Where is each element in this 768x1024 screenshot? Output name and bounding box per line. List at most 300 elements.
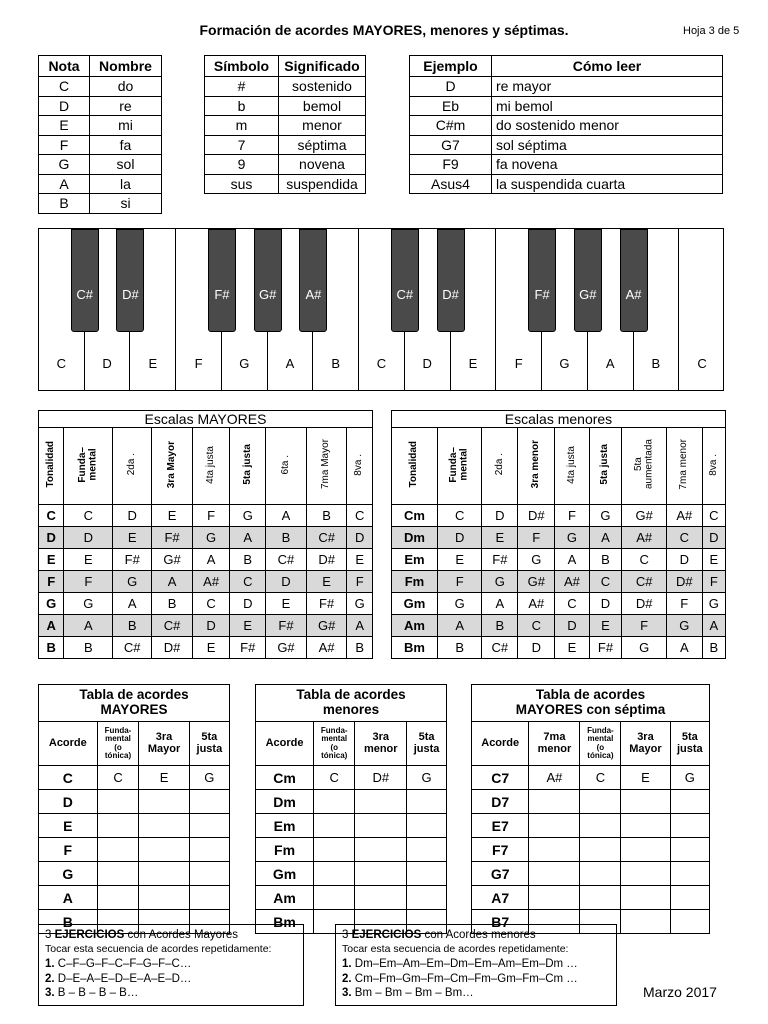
table-cell: D [347,527,373,549]
table-row [39,790,230,814]
table-cell [529,814,580,838]
table-cell: C [347,505,373,527]
table-cell [314,814,355,838]
table-cell [314,886,355,910]
table-cell: C# [113,637,152,659]
table-cell: G [482,571,518,593]
table-row [39,886,230,910]
table-cell [314,838,355,862]
white-key-label: A [285,356,295,371]
white-key-label: D [102,356,112,371]
row-key-cell: A [39,886,98,910]
table-cell: F [666,593,702,615]
table-cell: D [589,593,622,615]
table-cell: séptima [279,135,366,155]
row-key-cell: Fm [256,838,314,862]
table-cell: sol séptima [492,135,723,155]
table-cell: E [139,766,189,790]
table-cell: B [152,593,193,615]
column-header-label: Tonalidad [44,441,56,488]
row-key-cell: G [39,862,98,886]
table-cell: A [152,571,193,593]
table-cell: D [666,549,702,571]
row-key-cell: Bm [392,637,438,659]
table-cell: A [266,505,307,527]
table-row [39,77,162,97]
table-cell: G [702,593,725,615]
table-cell: G [622,637,667,659]
table-cell [580,814,621,838]
column-header-label: 4ta justa [204,445,216,484]
white-key-label: D [422,356,432,371]
exercise-item: 3. Bm – Bm – Bm – Bm… [342,987,474,1000]
examples-header-howto: Cómo leer [492,56,723,77]
table-row [205,96,366,116]
minor-chords-table [255,684,447,934]
table-cell: menor [279,116,366,136]
table-cell [97,838,139,862]
table-cell: F# [306,593,347,615]
column-header-label: Tonalidad [408,441,420,488]
column-header [437,428,482,505]
table-cell: C [589,571,622,593]
column-header-label: 5ta justa [599,444,611,485]
table-cell: E [347,549,373,571]
exercise-item: 2. D–E–A–E–D–E–A–E–D… [45,972,192,985]
column-header [152,428,193,505]
table-cell: C# [622,571,667,593]
row-key-cell: Fm [392,571,438,593]
table-cell: F# [482,549,518,571]
page-title: Formación de acordes MAYORES, menores y séptimas. [199,22,569,38]
notes-header-name: Nombre [90,56,162,77]
table-cell: sol [90,155,162,175]
table-row [410,174,723,194]
row-key-cell: Asus4 [410,174,492,194]
table-row [39,549,373,571]
table-row [205,77,366,97]
table-cell: C [437,505,482,527]
table-cell: A# [306,637,347,659]
white-key-label: C [697,356,707,371]
table-cell: G# [266,637,307,659]
table-cell: G [64,593,113,615]
table-cell: F [702,571,725,593]
sheet-number: Hoja 3 de 5 [683,25,740,37]
table-cell: G [192,527,229,549]
table-cell: novena [279,155,366,175]
notes-header-note: Nota [39,56,90,77]
row-key-cell: Em [256,814,314,838]
column-header: 5ta justa [189,722,229,766]
row-key-cell: A7 [472,886,529,910]
row-key-cell: C [39,77,90,97]
row-key-cell: Gm [392,593,438,615]
row-key-cell: Cm [256,766,314,790]
row-key-cell: F [39,135,90,155]
column-header-label: 8va . [707,453,719,476]
row-key-cell: F7 [472,838,529,862]
column-header: 7ma menor [529,722,580,766]
table-cell [314,862,355,886]
white-key-label: F [514,356,523,371]
table-cell: G [666,615,702,637]
row-key-cell: A [39,615,64,637]
table-cell [355,862,407,886]
black-key [620,229,648,332]
table-row [205,116,366,136]
table-cell: A# [192,571,229,593]
table-row [256,814,447,838]
black-key-label: G# [258,287,277,302]
table-row [256,886,447,910]
table-cell: A [64,615,113,637]
table-cell: A [347,615,373,637]
minor-scales-table [391,410,726,659]
table-cell: D [437,527,482,549]
row-key-cell: C7 [472,766,529,790]
table-cell: F# [589,637,622,659]
black-key [437,229,465,332]
table-cell [670,814,709,838]
table-cell [407,886,447,910]
row-key-cell: D [410,77,492,97]
table-cell: C [192,593,229,615]
table-cell [621,886,670,910]
table-cell: E [482,527,518,549]
table-cell: G# [518,571,555,593]
table-row [39,838,230,862]
table-cell: F [192,505,229,527]
table-cell: G [555,527,589,549]
table-row [472,766,710,790]
table-cell: C [580,766,621,790]
table-row [392,505,726,527]
row-key-cell: E [39,549,64,571]
table-row [392,593,726,615]
column-header-label: Funda– mental [76,446,99,483]
table-cell: E [621,766,670,790]
table-cell [529,886,580,910]
column-header: 3ra Mayor [139,722,189,766]
column-header [392,428,438,505]
row-key-cell: F9 [410,155,492,175]
table-cell: A [437,615,482,637]
column-header-label: 6ta . [279,454,291,475]
table-row [392,637,726,659]
black-key-label: D# [442,287,459,302]
major-chords-caption: Tabla de acordes MAYORES [39,685,230,722]
black-key-label: C# [76,287,94,302]
black-key-label: F# [214,287,230,302]
exercise-item: 1. C–F–G–F–C–F–G–F–C… [45,957,192,970]
table-cell: C# [306,527,347,549]
row-key-cell: F [39,571,64,593]
table-cell [529,790,580,814]
white-key-label: B [651,356,661,371]
exercise-item: 1. Dm–Em–Am–Em–Dm–Em–Am–Em–Dm … [342,957,578,970]
table-row [392,615,726,637]
table-row [256,790,447,814]
table-cell [355,838,407,862]
row-key-cell: G [39,155,90,175]
exercises-minor-box [335,924,617,1006]
table-cell: D [266,571,307,593]
seventh-chords-caption: Tabla de acordes MAYORES con séptima [472,685,710,722]
major-scales-caption: Escalas MAYORES [39,411,373,428]
table-cell [97,790,139,814]
table-row [39,593,373,615]
table-cell: B [347,637,373,659]
table-row [410,77,723,97]
row-key-cell: E [39,814,98,838]
column-header [702,428,725,505]
table-cell: C# [482,637,518,659]
table-cell [621,838,670,862]
exercises-major-title: 3 EJERCICIOS con Acordes Mayores [45,929,239,941]
table-cell [355,886,407,910]
table-cell: D# [306,549,347,571]
table-cell: A [555,549,589,571]
table-cell: D# [518,505,555,527]
table-cell: G# [306,615,347,637]
table-cell: G [230,505,266,527]
column-header-label: 7ma Mayor [320,439,332,490]
table-cell: F [555,505,589,527]
table-row [39,116,162,136]
major-chords-table [38,684,230,934]
black-key [208,229,236,332]
table-cell: A# [622,527,667,549]
table-cell: F# [113,549,152,571]
column-header: Acorde [39,722,98,766]
table-cell: A [113,593,152,615]
table-cell: F [518,527,555,549]
column-header [482,428,518,505]
table-cell: do sostenido menor [492,116,723,136]
row-key-cell: Am [256,886,314,910]
table-cell: G# [152,549,193,571]
column-header: 3ra menor [355,722,407,766]
table-cell: A# [529,766,580,790]
table-cell: G# [622,505,667,527]
column-header-label: 5ta justa [241,444,253,485]
table-cell: G [518,549,555,571]
table-cell: E [702,549,725,571]
table-row [392,527,726,549]
column-header-label: 2da . [125,453,137,476]
table-cell: bemol [279,96,366,116]
table-cell: A# [518,593,555,615]
black-key-label: D# [122,287,139,302]
white-key-label: A [605,356,615,371]
minor-chords-caption: Tabla de acordes menores [256,685,447,722]
table-cell: D [64,527,113,549]
examples-table [409,55,723,194]
table-cell: A [482,593,518,615]
row-key-cell: G [39,593,64,615]
table-cell: E [64,549,113,571]
table-row [472,886,710,910]
table-cell: C# [152,615,193,637]
row-key-cell: D [39,790,98,814]
table-cell [189,790,229,814]
table-cell [407,814,447,838]
table-cell [407,790,447,814]
row-key-cell: C [39,766,98,790]
table-row [410,135,723,155]
table-cell [407,838,447,862]
page-date: Marzo 2017 [643,984,717,1000]
table-cell: D [113,505,152,527]
black-key [528,229,556,332]
seventh-chords-table [471,684,710,934]
table-cell [139,814,189,838]
black-key-label: F# [534,287,550,302]
table-row [39,527,373,549]
row-key-cell: Am [392,615,438,637]
table-row [39,96,162,116]
white-key-label: G [239,356,250,371]
table-cell: F [347,571,373,593]
black-key-label: G# [579,287,597,302]
table-cell: E [589,615,622,637]
table-cell: E [437,549,482,571]
table-cell: C [64,505,113,527]
table-cell: B [64,637,113,659]
row-key-cell: C#m [410,116,492,136]
table-cell: mi bemol [492,96,723,116]
table-row [256,862,447,886]
notes-table [38,55,162,214]
table-cell: C [622,549,667,571]
table-row [256,766,447,790]
exercise-item: 3. B – B – B – B… [45,987,139,1000]
table-cell: fa [90,135,162,155]
white-key-label: G [559,356,570,371]
table-cell [355,814,407,838]
table-row [392,549,726,571]
table-cell: A [230,527,266,549]
table-row [39,862,230,886]
table-cell [529,838,580,862]
table-cell: D# [152,637,193,659]
exercises-major-instruction: Tocar esta secuencia de acordes repetidamente: [45,942,272,955]
column-header: Funda- mental (o tónica) [314,722,355,766]
black-key-label: A# [305,287,322,302]
table-row [39,194,162,214]
row-key-cell: D [39,527,64,549]
row-key-cell: Bm [256,910,314,934]
table-cell [139,886,189,910]
table-cell: C [518,615,555,637]
column-header [518,428,555,505]
row-key-cell: E [39,116,90,136]
row-key-cell: b [205,96,279,116]
table-row [205,135,366,155]
table-cell: do [90,77,162,97]
table-cell [407,862,447,886]
table-cell: E [113,527,152,549]
table-row [39,174,162,194]
table-cell [189,838,229,862]
table-cell: mi [90,116,162,136]
table-row [39,571,373,593]
table-cell [580,886,621,910]
black-key [299,229,327,332]
row-key-cell: B7 [472,910,529,934]
table-cell [621,862,670,886]
table-cell: C [666,527,702,549]
row-key-cell: Gm [256,862,314,886]
row-key-cell: sus [205,174,279,194]
table-cell [670,886,709,910]
black-key [391,229,419,332]
table-row [472,838,710,862]
column-header [266,428,307,505]
table-cell: F# [152,527,193,549]
table-cell: D [702,527,725,549]
table-cell: A# [666,505,702,527]
table-cell [580,838,621,862]
table-cell [621,910,670,934]
row-key-cell: Dm [256,790,314,814]
column-header [192,428,229,505]
table-cell: D# [355,766,407,790]
row-key-cell: G7 [410,135,492,155]
table-cell: G [189,766,229,790]
table-cell: fa novena [492,155,723,175]
table-cell: E [266,593,307,615]
major-scales-table [38,410,373,659]
black-key [574,229,602,332]
table-cell: G [407,766,447,790]
table-cell [139,838,189,862]
column-header-label: 5ta aumentada [632,439,655,490]
exercises-minor-title: 3 EJERCICIOS con Acordes menores [342,929,536,941]
table-cell: G [589,505,622,527]
table-row [410,96,723,116]
table-cell: B [230,549,266,571]
table-row [472,862,710,886]
white-key-label: C [56,356,67,371]
table-cell [97,886,139,910]
table-cell: C [555,593,589,615]
table-cell [189,814,229,838]
black-key [254,229,282,332]
symbols-header-meaning: Significado [279,56,366,77]
table-cell: B [589,549,622,571]
table-cell [139,862,189,886]
row-key-cell: Eb [410,96,492,116]
white-key-label: E [468,356,478,371]
table-cell: A [666,637,702,659]
table-row [39,155,162,175]
table-cell: G [113,571,152,593]
table-row [472,814,710,838]
table-row [39,637,373,659]
table-cell: C [97,766,139,790]
table-cell: la suspendida cuarta [492,174,723,194]
table-row [205,174,366,194]
table-cell [189,886,229,910]
table-row [256,838,447,862]
column-header-label: 4ta justa [565,445,577,484]
table-cell: F# [230,637,266,659]
table-cell [97,814,139,838]
table-row [205,155,366,175]
table-cell: D [555,615,589,637]
